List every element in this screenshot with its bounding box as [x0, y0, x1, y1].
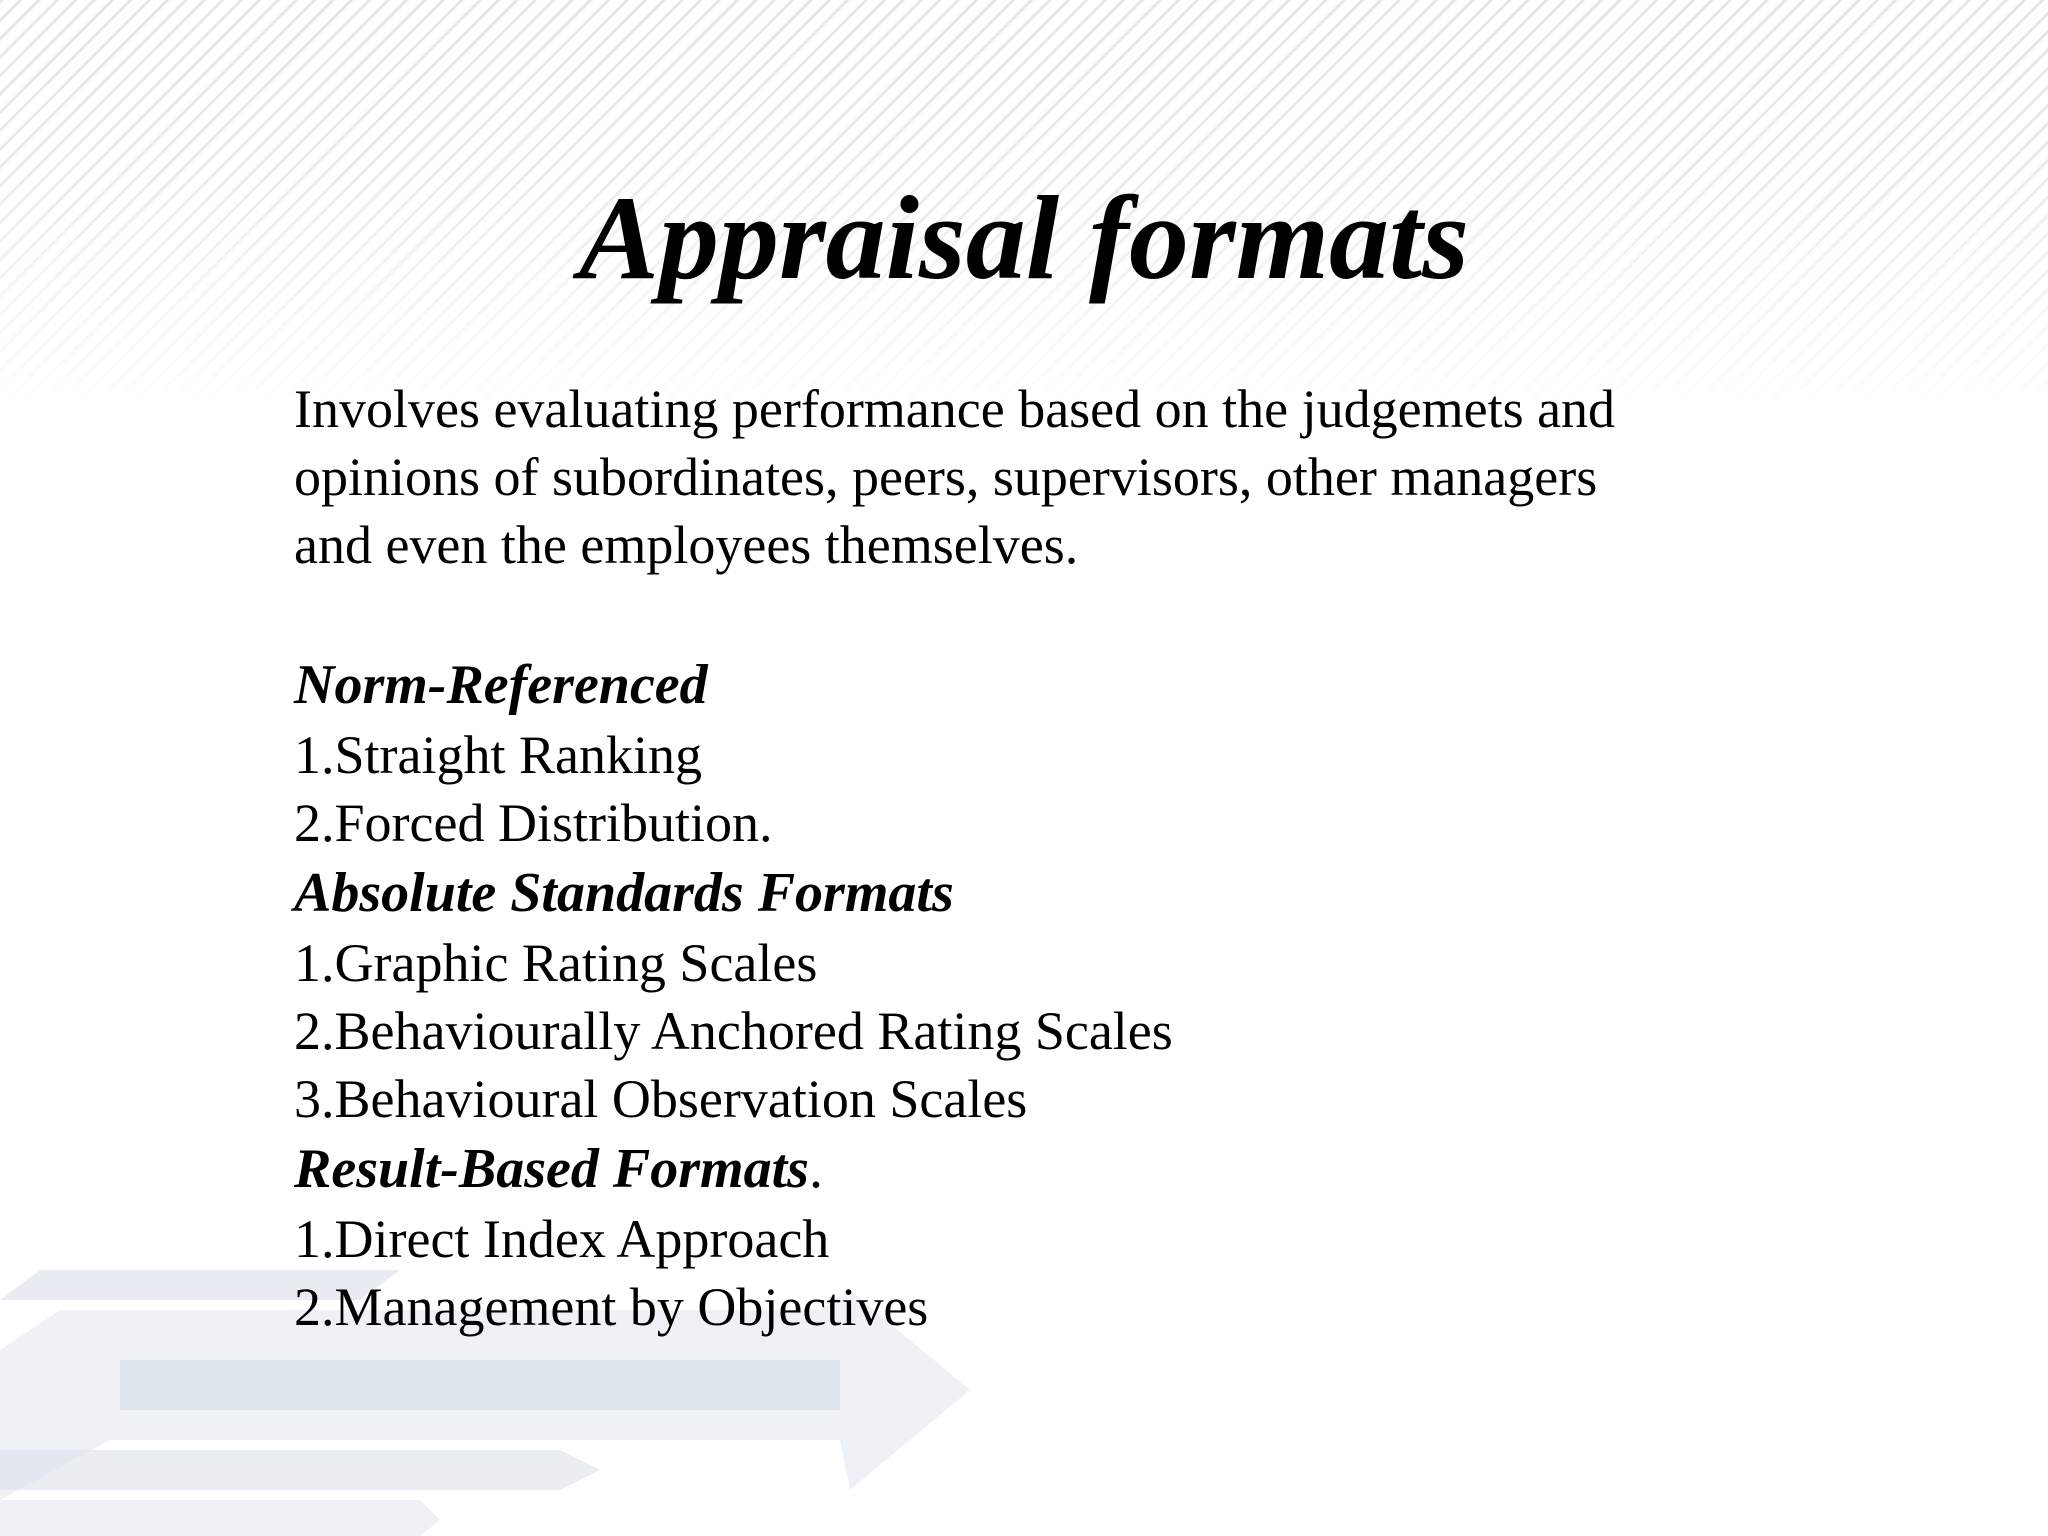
list-item: 2.Forced Distribution.	[294, 793, 773, 853]
slide-body	[294, 375, 1794, 1341]
intro-line: and even the employees themselves.	[294, 515, 1079, 575]
spacer	[294, 579, 1794, 649]
slide-title: Appraisal formats	[578, 171, 1470, 304]
intro-line: opinions of subordinates, peers, supervisors, other managers	[294, 447, 1598, 507]
list-item: 2.Management by Objectives	[294, 1277, 929, 1337]
intro-line: Involves evaluating performance based on the judgemets and	[294, 379, 1616, 439]
list-item: 2.Behaviourally Anchored Rating Scales	[294, 1001, 1173, 1061]
list-item: 1.Straight Ranking	[294, 725, 702, 785]
section-heading-result-based: Result-Based Formats.	[294, 1138, 823, 1200]
section-heading-absolute-standards: Absolute Standards Formats	[294, 862, 954, 924]
list-item: 1.Graphic Rating Scales	[294, 933, 818, 993]
list-item: 3.Behavioural Observation Scales	[294, 1069, 1028, 1129]
section-heading-norm-referenced: Norm-Referenced	[294, 654, 708, 716]
list-item: 1.Direct Index Approach	[294, 1209, 830, 1269]
